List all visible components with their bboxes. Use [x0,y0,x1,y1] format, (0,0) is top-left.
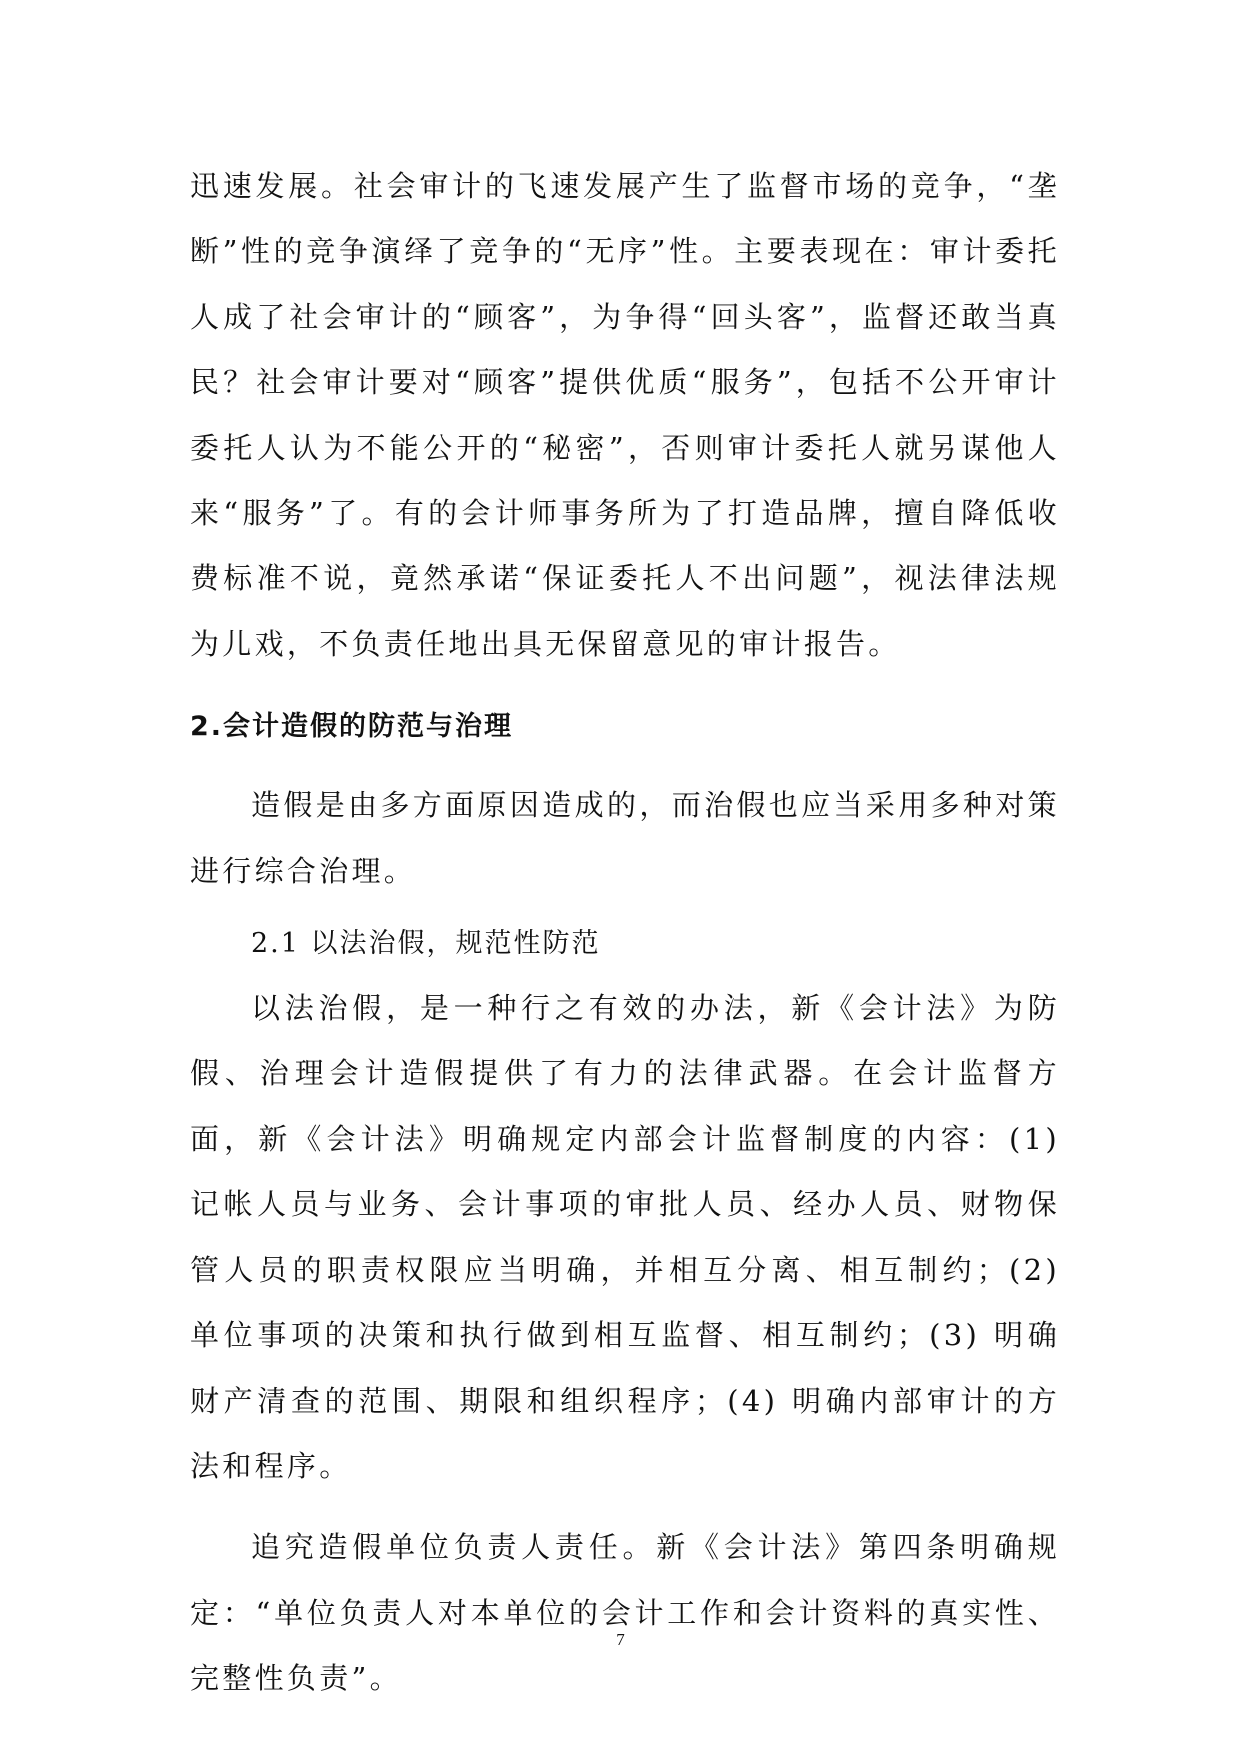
subsection-heading: 2.1 以法治假，规范性防范 [251,928,601,960]
responsibility-paragraph: 追究造假单位负责人责任。新《会计法》第四条明确规定：“单位负责人对本单位的会计工作和会计资料的真实性、完整性负责”。 [190,1530,1060,1696]
legal-provisions-paragraph: 以法治假，是一种行之有效的办法，新《会计法》为防假、治理会计造假提供了有力的法律武器。在会计监督方面，新《会计法》明确规定内部会计监督制度的内容：(1) 记帐人员与业务、会计事项的审批人员、经办人员、财物保管人员的职责权限应当明确，并相互分离、相互制约；(2) 单位事项的决策和执行做到相互监督、相互制约；(3) 明确财产清查的范围、期限和组织程序；(4) 明确内部审计的方法和程序。 [190,991,1060,1483]
page-number: 7 [616,1630,625,1649]
section-intro-paragraph: 造假是由多方面原因造成的，而治假也应当采用多种对策进行综合治理。 [190,788,1060,888]
document-body [190,154,1060,1712]
section-heading: 2.会计造假的防范与治理 [190,711,514,743]
body-paragraph-continuation: 迅速发展。社会审计的飞速发展产生了监督市场的竞争，“垄断”性的竞争演绎了竞争的“无序”性。主要表现在：审计委托人成了社会审计的“顾客”，为争得“回头客”，监督还敢当真民？社会审计要对“顾客”提供优质“服务”，包括不公开审计委托人认为不能公开的“秘密”，否则审计委托人就另谋他人来“服务”了。有的会计师事务所为了打造品牌，擅自降低收费标准不说，竟然承诺“保证委托人不出问题”，视法律法规为儿戏，不负责任地出具无保留意见的审计报告。 [190,169,1060,661]
